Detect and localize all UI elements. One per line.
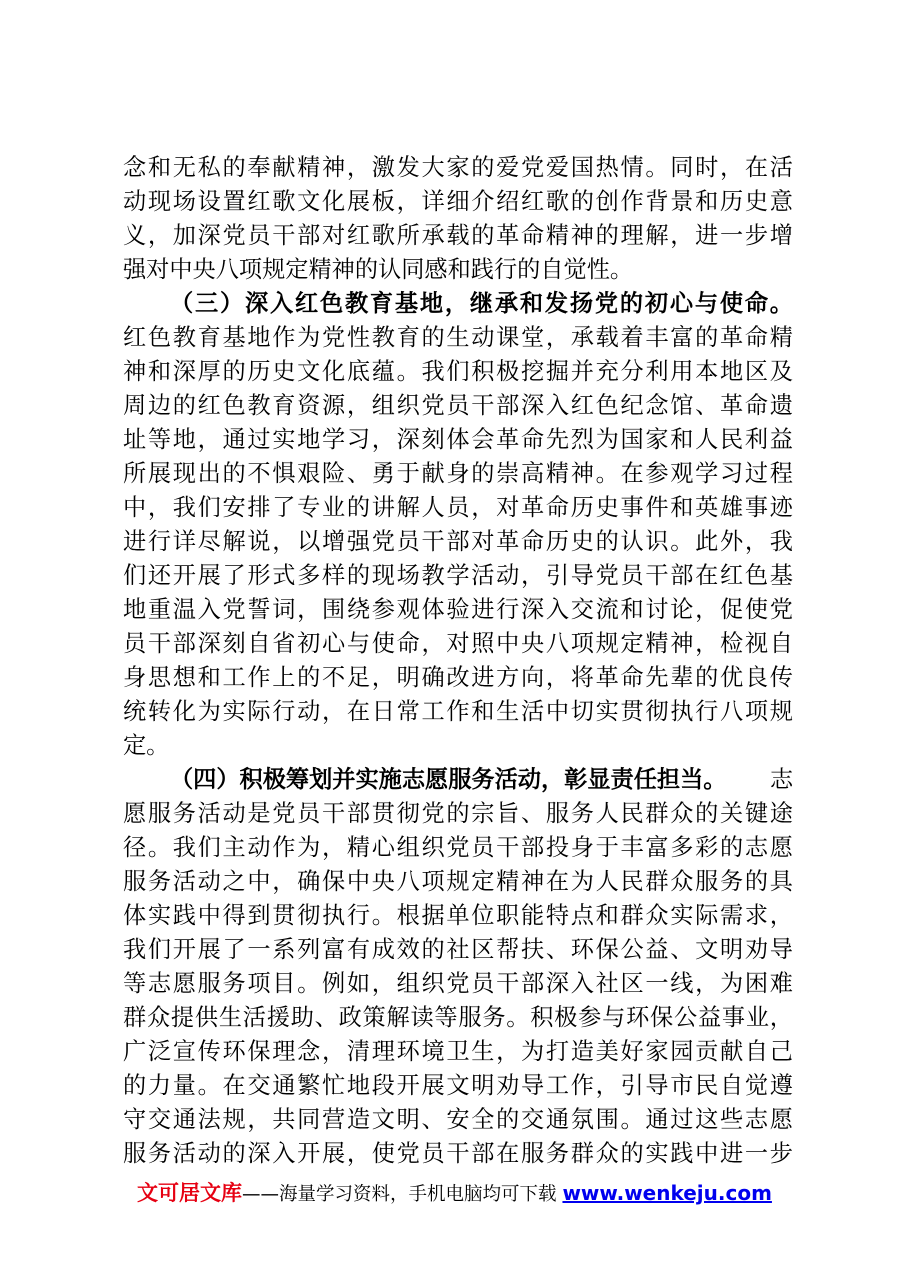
body-line: 神和深厚的历史文化底蕴。我们积极挖掘并充分利用本地区及 — [123, 358, 793, 385]
body-line: 守交通法规，共同营造文明、安全的交通氛围。通过这些志愿 — [123, 1106, 793, 1133]
body-line: 周边的红色教育资源，组织党员干部深入红色纪念馆、革命遗 — [123, 392, 793, 419]
section-heading-3: （三）深入红色教育基地，继承和发扬党的初心与使命。 — [170, 290, 793, 317]
body-line: 的力量。在交通繁忙地段开展文明劝导工作，引导市民自觉遵 — [123, 1072, 793, 1099]
body-line: 我们开展了一系列富有成效的社区帮扶、环保公益、文明劝导 — [123, 936, 793, 963]
footer-site-link[interactable]: www.wenkeju.com — [562, 1181, 772, 1205]
footer-slogan: 海量学习资料，手机电脑均可下载 — [279, 1184, 557, 1205]
body-line: 地重温入党誓词，围绕参观体验进行深入交流和讨论，促使党 — [123, 596, 793, 623]
body-line: 进行详尽解说，以增强党员干部对革命历史的认识。此外，我 — [123, 528, 793, 555]
body-line: 广泛宣传环保理念，清理环境卫生，为打造美好家园贡献自己 — [123, 1038, 793, 1065]
body-line: 员干部深刻自省初心与使命，对照中央八项规定精神，检视自 — [123, 630, 793, 657]
body-line: 动现场设置红歌文化展板，详细介绍红歌的创作背景和历史意 — [123, 188, 793, 215]
body-line: 身思想和工作上的不足，明确改进方向，将革命先辈的优良传 — [123, 664, 793, 691]
body-line: 等志愿服务项目。例如，组织党员干部深入社区一线，为困难 — [123, 970, 793, 997]
body-line: 径。我们主动作为，精心组织党员干部投身于丰富多彩的志愿 — [123, 834, 793, 861]
body-line: 中，我们安排了专业的讲解人员，对革命历史事件和英雄事迹 — [123, 494, 793, 521]
body-line: 红色教育基地作为党性教育的生动课堂，承载着丰富的革命精 — [123, 324, 793, 351]
body-line: 念和无私的奉献精神，激发大家的爱党爱国热情。同时，在活 — [123, 154, 793, 181]
body-line: 址等地，通过实地学习，深刻体会革命先烈为国家和人民利益 — [123, 426, 793, 453]
body-line: 统转化为实际行动，在日常工作和生活中切实贯彻执行八项规 — [123, 698, 793, 725]
footer-brand: 文可居文库 — [137, 1181, 243, 1205]
body-line: 愿服务活动是党员干部贯彻党的宗旨、服务人民群众的关键途 — [123, 800, 793, 827]
body-line: 强对中央八项规定精神的认同感和践行的自觉性。 — [123, 256, 634, 283]
body-line: 体实践中得到贯彻执行。根据单位职能特点和群众实际需求， — [123, 902, 793, 929]
body-line: 服务活动之中，确保中央八项规定精神在为人民群众服务的具 — [123, 868, 793, 895]
footer-banner — [0, 1178, 909, 1210]
body-line: 们还开展了形式多样的现场教学活动，引导党员干部在红色基 — [123, 562, 793, 589]
body-line: 定。 — [123, 732, 170, 759]
footer-dash: —— — [242, 1184, 280, 1205]
body-line: 群众提供生活援助、政策解读等服务。积极参与环保公益事业， — [123, 1004, 793, 1031]
section-heading-4: （四）积极筹划并实施志愿服务活动，彰显责任担当。 — [170, 766, 727, 793]
body-line: 志 — [770, 766, 794, 793]
body-line: 所展现出的不惧艰险、勇于献身的崇高精神。在参观学习过程 — [123, 460, 793, 487]
body-line: 服务活动的深入开展，使党员干部在服务群众的实践中进一步 — [123, 1140, 793, 1167]
body-line: 义，加深党员干部对红歌所承载的革命精神的理解，进一步增 — [123, 222, 793, 249]
